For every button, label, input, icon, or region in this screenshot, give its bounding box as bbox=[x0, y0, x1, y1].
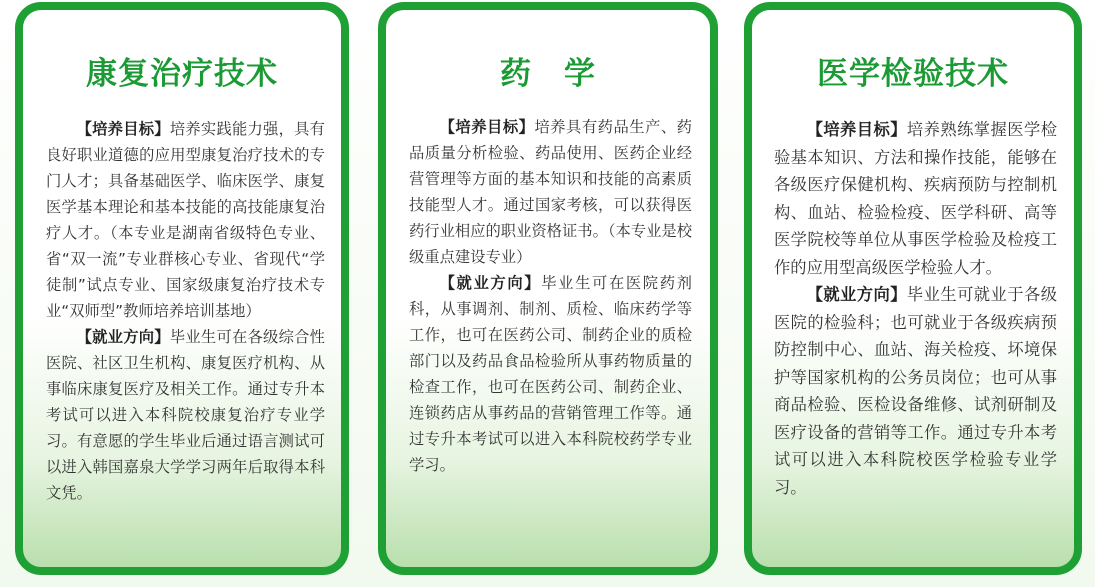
card-title: 药 学 bbox=[500, 56, 596, 92]
card-title: 医学检验技术 bbox=[817, 56, 1009, 92]
section-tag: 【培养目标】 bbox=[806, 120, 907, 139]
card-pharmacy bbox=[378, 2, 718, 575]
card-rehabilitation bbox=[15, 2, 349, 575]
card-body bbox=[386, 114, 710, 478]
section-text: 培养具有药品生产、药品质量分析检验、药品使用、医药企业经营管理等方面的基本知识和技能的高素质技能型人才。通过国家考核，可以获得医药行业相应的职业资格证书。（本专业是校级重点建设专业） bbox=[409, 118, 692, 266]
section-training-goal bbox=[409, 114, 692, 270]
section-employment bbox=[774, 281, 1057, 501]
section-tag: 【就业方向】 bbox=[76, 328, 170, 346]
card-body bbox=[752, 116, 1074, 501]
section-training-goal bbox=[46, 116, 325, 324]
section-text: 毕业生可在各级综合性医院、社区卫生机构、康复医疗机构、从事临床康复医疗及相关工作。通过专升本考试可以进入本科院校康复治疗专业学习。有意愿的学生毕业后通过语言测试可以进入韩国嘉泉大学学习两年后取得本科文凭。 bbox=[46, 328, 325, 502]
section-text: 毕业生可在医院药剂科，从事调剂、制剂、质检、临床药学等工作，也可在医药公司、制药企业的质检部门以及药品食品检验所从事药物质量的检查工作，也可在医药公司、制药企业、连锁药店从事药品的营销管理工作等。通过专升本考试可以进入本科院校药学专业学习。 bbox=[409, 274, 692, 474]
section-tag: 【就业方向】 bbox=[439, 274, 542, 292]
section-employment bbox=[409, 270, 692, 478]
section-text: 毕业生可就业于各级医院的检验科；也可就业于各级疾病预防控制中心、血站、海关检疫、坏境保护等国家机构的公务员岗位；也可从事商品检验、医检设备维修、试剂研制及医疗设备的营销等工作。通过专升本考试可以进入本科院校医学检验专业学习。 bbox=[774, 285, 1057, 497]
section-tag: 【就业方向】 bbox=[806, 285, 907, 304]
section-text: 培养熟练掌握医学检验基本知识、方法和操作技能，能够在各级医疗保健机构、疾病预防与控制机构、血站、检验检疫、医学科研、高等医学院校等单位从事医学检验及检疫工作的应用型高级医学检验人才。 bbox=[774, 120, 1057, 277]
card-title: 康复治疗技术 bbox=[86, 56, 278, 92]
section-training-goal bbox=[774, 116, 1057, 281]
card-medical-lab bbox=[744, 2, 1082, 575]
section-text: 培养实践能力强，具有良好职业道德的应用型康复治疗技术的专门人才；具备基础医学、临床医学、康复医学基本理论和基本技能的高技能康复治疗人才。（本专业是湖南省级特色专业、省“双一流”专业群核心专业、省现代“学徒制”试点专业、国家级康复治疗技术专业“双师型”教师培养培训基地） bbox=[46, 120, 325, 320]
section-tag: 【培养目标】 bbox=[76, 120, 170, 138]
card-body bbox=[23, 116, 341, 506]
section-tag: 【培养目标】 bbox=[439, 118, 535, 136]
section-employment bbox=[46, 324, 325, 506]
